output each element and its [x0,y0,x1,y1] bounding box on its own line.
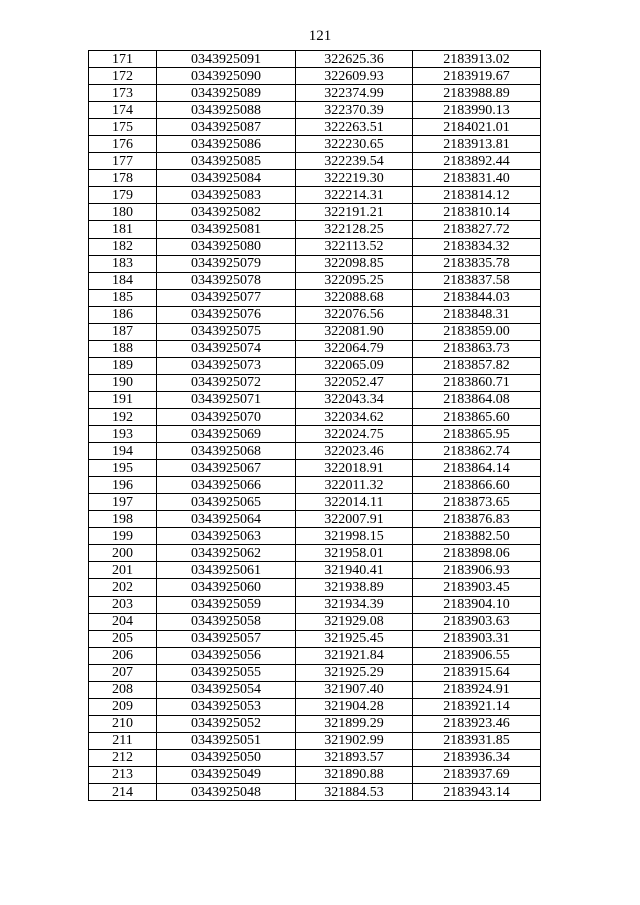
x-coordinate-cell: 321904.28 [296,698,413,715]
table-row [89,443,541,460]
x-coordinate-cell: 321938.89 [296,579,413,596]
y-coordinate-cell: 2183921.14 [413,698,541,715]
y-coordinate-cell: 2183913.02 [413,51,541,68]
y-coordinate-cell: 2183859.00 [413,323,541,340]
x-coordinate-cell: 322098.85 [296,255,413,272]
point-code-cell: 0343925056 [157,647,296,664]
table-row [89,340,541,357]
row-index-cell: 208 [89,681,157,698]
row-index-cell: 172 [89,68,157,85]
point-code-cell: 0343925066 [157,477,296,494]
point-code-cell: 0343925051 [157,732,296,749]
y-coordinate-cell: 2183857.82 [413,357,541,374]
table-row [89,238,541,255]
x-coordinate-cell: 321940.41 [296,562,413,579]
point-code-cell: 0343925076 [157,306,296,323]
row-index-cell: 192 [89,408,157,425]
row-index-cell: 181 [89,221,157,238]
point-code-cell: 0343925059 [157,596,296,613]
point-code-cell: 0343925072 [157,374,296,391]
row-index-cell: 206 [89,647,157,664]
x-coordinate-cell: 322113.52 [296,238,413,255]
x-coordinate-cell: 321925.45 [296,630,413,647]
row-index-cell: 184 [89,272,157,289]
x-coordinate-cell: 322214.31 [296,187,413,204]
point-code-cell: 0343925054 [157,681,296,698]
point-code-cell: 0343925071 [157,391,296,408]
y-coordinate-cell: 2183882.50 [413,528,541,545]
y-coordinate-cell: 2183904.10 [413,596,541,613]
x-coordinate-cell: 322014.11 [296,494,413,511]
table-row [89,204,541,221]
y-coordinate-cell: 2183864.14 [413,460,541,477]
table-row [89,426,541,443]
point-code-cell: 0343925070 [157,408,296,425]
x-coordinate-cell: 322024.75 [296,426,413,443]
point-code-cell: 0343925083 [157,187,296,204]
point-code-cell: 0343925085 [157,153,296,170]
y-coordinate-cell: 2183835.78 [413,255,541,272]
y-coordinate-cell: 2183892.44 [413,153,541,170]
table-row [89,187,541,204]
table-row [89,681,541,698]
y-coordinate-cell: 2183923.46 [413,715,541,732]
row-index-cell: 210 [89,715,157,732]
point-code-cell: 0343925077 [157,289,296,306]
y-coordinate-cell: 2183863.73 [413,340,541,357]
table-row [89,255,541,272]
row-index-cell: 190 [89,374,157,391]
point-code-cell: 0343925065 [157,494,296,511]
table-row [89,596,541,613]
point-code-cell: 0343925069 [157,426,296,443]
point-code-cell: 0343925075 [157,323,296,340]
x-coordinate-cell: 322018.91 [296,460,413,477]
y-coordinate-cell: 2183903.45 [413,579,541,596]
y-coordinate-cell: 2183931.85 [413,732,541,749]
row-index-cell: 179 [89,187,157,204]
y-coordinate-cell: 2183936.34 [413,749,541,766]
table-row [89,784,541,801]
table-row [89,664,541,681]
row-index-cell: 180 [89,204,157,221]
row-index-cell: 177 [89,153,157,170]
table-row [89,85,541,102]
table-row [89,272,541,289]
table-row [89,323,541,340]
table-row [89,289,541,306]
x-coordinate-cell: 322076.56 [296,306,413,323]
table-row [89,374,541,391]
y-coordinate-cell: 2183866.60 [413,477,541,494]
table-row [89,408,541,425]
table-row [89,749,541,766]
y-coordinate-cell: 2183988.89 [413,85,541,102]
table-row [89,119,541,136]
table-row [89,562,541,579]
row-index-cell: 209 [89,698,157,715]
row-index-cell: 207 [89,664,157,681]
y-coordinate-cell: 2183898.06 [413,545,541,562]
table-row [89,221,541,238]
y-coordinate-cell: 2183873.65 [413,494,541,511]
y-coordinate-cell: 2183915.64 [413,664,541,681]
point-code-cell: 0343925087 [157,119,296,136]
row-index-cell: 212 [89,749,157,766]
point-code-cell: 0343925088 [157,102,296,119]
x-coordinate-cell: 322191.21 [296,204,413,221]
row-index-cell: 205 [89,630,157,647]
row-index-cell: 188 [89,340,157,357]
x-coordinate-cell: 321884.53 [296,784,413,801]
row-index-cell: 187 [89,323,157,340]
row-index-cell: 182 [89,238,157,255]
row-index-cell: 213 [89,766,157,783]
y-coordinate-cell: 2183848.31 [413,306,541,323]
table-row [89,715,541,732]
x-coordinate-cell: 322219.30 [296,170,413,187]
table-row [89,136,541,153]
x-coordinate-cell: 322023.46 [296,443,413,460]
x-coordinate-cell: 321907.40 [296,681,413,698]
point-code-cell: 0343925089 [157,85,296,102]
row-index-cell: 183 [89,255,157,272]
y-coordinate-cell: 2183837.58 [413,272,541,289]
y-coordinate-cell: 2183862.74 [413,443,541,460]
point-code-cell: 0343925060 [157,579,296,596]
table-row [89,357,541,374]
row-index-cell: 200 [89,545,157,562]
y-coordinate-cell: 2183827.72 [413,221,541,238]
y-coordinate-cell: 2183990.13 [413,102,541,119]
y-coordinate-cell: 2183810.14 [413,204,541,221]
y-coordinate-cell: 2183937.69 [413,766,541,783]
point-code-cell: 0343925090 [157,68,296,85]
row-index-cell: 203 [89,596,157,613]
y-coordinate-cell: 2183844.03 [413,289,541,306]
y-coordinate-cell: 2183865.60 [413,408,541,425]
row-index-cell: 198 [89,511,157,528]
point-code-cell: 0343925050 [157,749,296,766]
y-coordinate-cell: 2183903.31 [413,630,541,647]
point-code-cell: 0343925084 [157,170,296,187]
x-coordinate-cell: 322034.62 [296,408,413,425]
point-code-cell: 0343925086 [157,136,296,153]
x-coordinate-cell: 322609.93 [296,68,413,85]
table-row [89,391,541,408]
point-code-cell: 0343925055 [157,664,296,681]
row-index-cell: 185 [89,289,157,306]
y-coordinate-cell: 2183924.91 [413,681,541,698]
x-coordinate-cell: 322081.90 [296,323,413,340]
table-row [89,766,541,783]
table-row [89,153,541,170]
page-number: 121 [308,28,332,44]
row-index-cell: 174 [89,102,157,119]
x-coordinate-cell: 321958.01 [296,545,413,562]
row-index-cell: 189 [89,357,157,374]
table-row [89,494,541,511]
x-coordinate-cell: 322043.34 [296,391,413,408]
y-coordinate-cell: 2183864.08 [413,391,541,408]
row-index-cell: 176 [89,136,157,153]
x-coordinate-cell: 322263.51 [296,119,413,136]
x-coordinate-cell: 321890.88 [296,766,413,783]
x-coordinate-cell: 321925.29 [296,664,413,681]
table-row [89,528,541,545]
x-coordinate-cell: 321929.08 [296,613,413,630]
table-row [89,579,541,596]
point-code-cell: 0343925048 [157,784,296,801]
table-row [89,102,541,119]
row-index-cell: 173 [89,85,157,102]
table-row [89,545,541,562]
table-row [89,51,541,68]
row-index-cell: 204 [89,613,157,630]
x-coordinate-cell: 322230.65 [296,136,413,153]
x-coordinate-cell: 322239.54 [296,153,413,170]
row-index-cell: 214 [89,784,157,801]
y-coordinate-cell: 2183865.95 [413,426,541,443]
table-row [89,511,541,528]
point-code-cell: 0343925081 [157,221,296,238]
point-code-cell: 0343925052 [157,715,296,732]
y-coordinate-cell: 2183906.55 [413,647,541,664]
point-code-cell: 0343925062 [157,545,296,562]
y-coordinate-cell: 2183913.81 [413,136,541,153]
x-coordinate-cell: 322064.79 [296,340,413,357]
table-row [89,68,541,85]
x-coordinate-cell: 322370.39 [296,102,413,119]
row-index-cell: 186 [89,306,157,323]
row-index-cell: 197 [89,494,157,511]
row-index-cell: 211 [89,732,157,749]
point-code-cell: 0343925078 [157,272,296,289]
table-row [89,477,541,494]
point-code-cell: 0343925049 [157,766,296,783]
y-coordinate-cell: 2183943.14 [413,784,541,801]
y-coordinate-cell: 2183906.93 [413,562,541,579]
table-row [89,306,541,323]
table-row [89,460,541,477]
point-code-cell: 0343925067 [157,460,296,477]
table-row [89,732,541,749]
y-coordinate-cell: 2183834.32 [413,238,541,255]
point-code-cell: 0343925068 [157,443,296,460]
table-row [89,630,541,647]
x-coordinate-cell: 321899.29 [296,715,413,732]
table-row [89,647,541,664]
row-index-cell: 194 [89,443,157,460]
x-coordinate-cell: 322374.99 [296,85,413,102]
x-coordinate-cell: 322065.09 [296,357,413,374]
row-index-cell: 193 [89,426,157,443]
point-code-cell: 0343925079 [157,255,296,272]
table-row [89,698,541,715]
row-index-cell: 178 [89,170,157,187]
y-coordinate-cell: 2183814.12 [413,187,541,204]
x-coordinate-cell: 322088.68 [296,289,413,306]
x-coordinate-cell: 322095.25 [296,272,413,289]
y-coordinate-cell: 2183831.40 [413,170,541,187]
x-coordinate-cell: 321998.15 [296,528,413,545]
row-index-cell: 202 [89,579,157,596]
x-coordinate-cell: 321921.84 [296,647,413,664]
row-index-cell: 196 [89,477,157,494]
point-code-cell: 0343925091 [157,51,296,68]
point-code-cell: 0343925064 [157,511,296,528]
point-code-cell: 0343925053 [157,698,296,715]
point-code-cell: 0343925082 [157,204,296,221]
point-code-cell: 0343925057 [157,630,296,647]
y-coordinate-cell: 2183903.63 [413,613,541,630]
table-body [89,51,541,801]
row-index-cell: 191 [89,391,157,408]
table-row [89,613,541,630]
x-coordinate-cell: 322007.91 [296,511,413,528]
row-index-cell: 201 [89,562,157,579]
point-code-cell: 0343925058 [157,613,296,630]
y-coordinate-cell: 2183860.71 [413,374,541,391]
x-coordinate-cell: 322625.36 [296,51,413,68]
point-code-cell: 0343925080 [157,238,296,255]
x-coordinate-cell: 321893.57 [296,749,413,766]
y-coordinate-cell: 2184021.01 [413,119,541,136]
row-index-cell: 175 [89,119,157,136]
row-index-cell: 171 [89,51,157,68]
x-coordinate-cell: 322052.47 [296,374,413,391]
x-coordinate-cell: 321934.39 [296,596,413,613]
coordinates-table [88,50,541,801]
table-row [89,170,541,187]
point-code-cell: 0343925061 [157,562,296,579]
point-code-cell: 0343925073 [157,357,296,374]
x-coordinate-cell: 322128.25 [296,221,413,238]
row-index-cell: 195 [89,460,157,477]
y-coordinate-cell: 2183876.83 [413,511,541,528]
row-index-cell: 199 [89,528,157,545]
x-coordinate-cell: 321902.99 [296,732,413,749]
point-code-cell: 0343925074 [157,340,296,357]
point-code-cell: 0343925063 [157,528,296,545]
x-coordinate-cell: 322011.32 [296,477,413,494]
y-coordinate-cell: 2183919.67 [413,68,541,85]
